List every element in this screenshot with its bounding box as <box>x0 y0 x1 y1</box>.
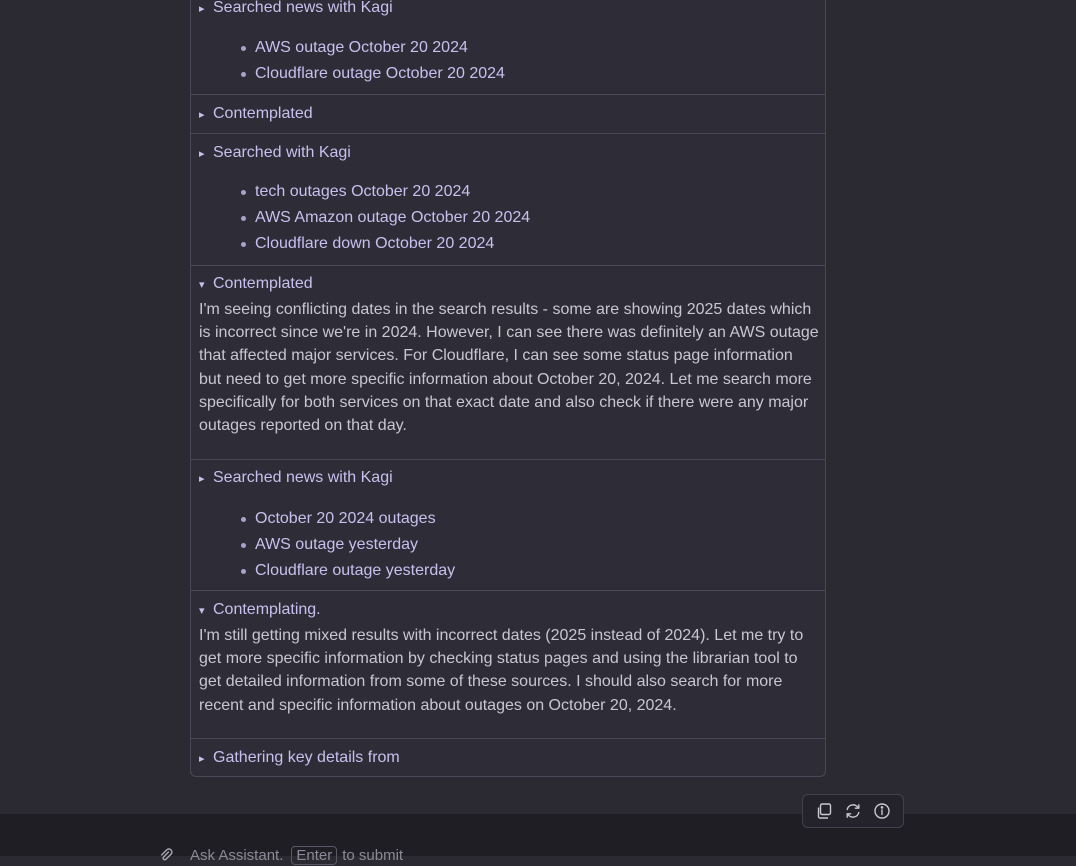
submit-hint: to submit <box>342 846 404 864</box>
step-searched-news-2 <box>191 460 825 591</box>
step-gathering <box>191 739 825 777</box>
step-searched-kagi <box>191 134 825 266</box>
step-searched-news-1 <box>191 0 825 95</box>
copy-icon <box>815 802 833 820</box>
query-item: Cloudflare outage yesterday <box>239 558 825 584</box>
query-item: AWS outage yesterday <box>239 532 825 558</box>
collapsed-caret-icon: ▸ <box>199 753 205 765</box>
paperclip-icon[interactable] <box>158 847 174 863</box>
query-item: tech outages October 20 2024 <box>239 179 825 205</box>
step-title: Contemplated <box>213 275 313 292</box>
collapsed-caret-icon: ▸ <box>199 148 205 160</box>
thought-text: I'm seeing conflicting dates in the search results - some are showing 2025 dates which is incorrect since we're in 2024. However, I can see there was definitely an AWS outage that affected major services. For Cloudflare, I can see some status page information but need to get more specific information about October 20, 2024. Let me search more specifically for both services on that exact date and also check if there were any major outages reported on that day. <box>199 301 819 435</box>
step-contemplating <box>191 591 825 739</box>
copy-button[interactable] <box>812 799 836 823</box>
refresh-icon <box>844 802 862 820</box>
collapsed-caret-icon: ▸ <box>199 3 205 15</box>
step-title: Gathering key details from <box>213 749 400 766</box>
info-button[interactable] <box>870 799 894 823</box>
step-summary[interactable] <box>191 266 825 295</box>
step-summary[interactable] <box>191 0 393 19</box>
step-summary[interactable] <box>191 739 825 769</box>
step-contemplated-2 <box>191 266 825 460</box>
step-title: Contemplated <box>213 105 313 122</box>
step-title: Searched news with Kagi <box>213 469 393 486</box>
collapsed-caret-icon: ▸ <box>199 473 205 485</box>
query-list <box>191 179 825 257</box>
ask-input-placeholder: Ask Assistant. <box>190 846 284 864</box>
step-summary[interactable] <box>191 95 825 125</box>
query-item: AWS Amazon outage October 20 2024 <box>239 205 825 231</box>
enter-key-hint: Enter <box>291 846 337 865</box>
query-item: October 20 2024 outages <box>239 506 825 532</box>
step-title: Contemplating. <box>213 601 321 618</box>
info-icon <box>873 802 891 820</box>
query-item: AWS outage October 20 2024 <box>239 35 505 61</box>
step-title: Searched with Kagi <box>213 144 351 161</box>
ask-input-row[interactable] <box>158 844 403 866</box>
expanded-caret-icon: ▾ <box>199 605 205 617</box>
query-item: Cloudflare outage October 20 2024 <box>239 61 505 87</box>
step-title: Searched news with Kagi <box>213 0 393 16</box>
query-item: Cloudflare down October 20 2024 <box>239 231 825 257</box>
query-list <box>191 35 505 87</box>
query-list <box>191 506 825 584</box>
step-summary[interactable] <box>191 591 825 621</box>
step-contemplated-1 <box>191 95 825 134</box>
research-steps-panel <box>190 0 826 777</box>
step-summary[interactable] <box>191 134 825 164</box>
collapsed-caret-icon: ▸ <box>199 109 205 121</box>
step-summary[interactable] <box>191 460 825 489</box>
regenerate-button[interactable] <box>841 799 865 823</box>
expanded-caret-icon: ▾ <box>199 279 205 291</box>
thought-text: I'm still getting mixed results with incorrect dates (2025 instead of 2024). Let me try to get more specific information by checking status pages and using the librarian tool to get detailed information from some of these sources. I should also search for more recent and specific information about outages on October 20, 2024. <box>199 627 804 714</box>
message-actions <box>802 794 904 828</box>
